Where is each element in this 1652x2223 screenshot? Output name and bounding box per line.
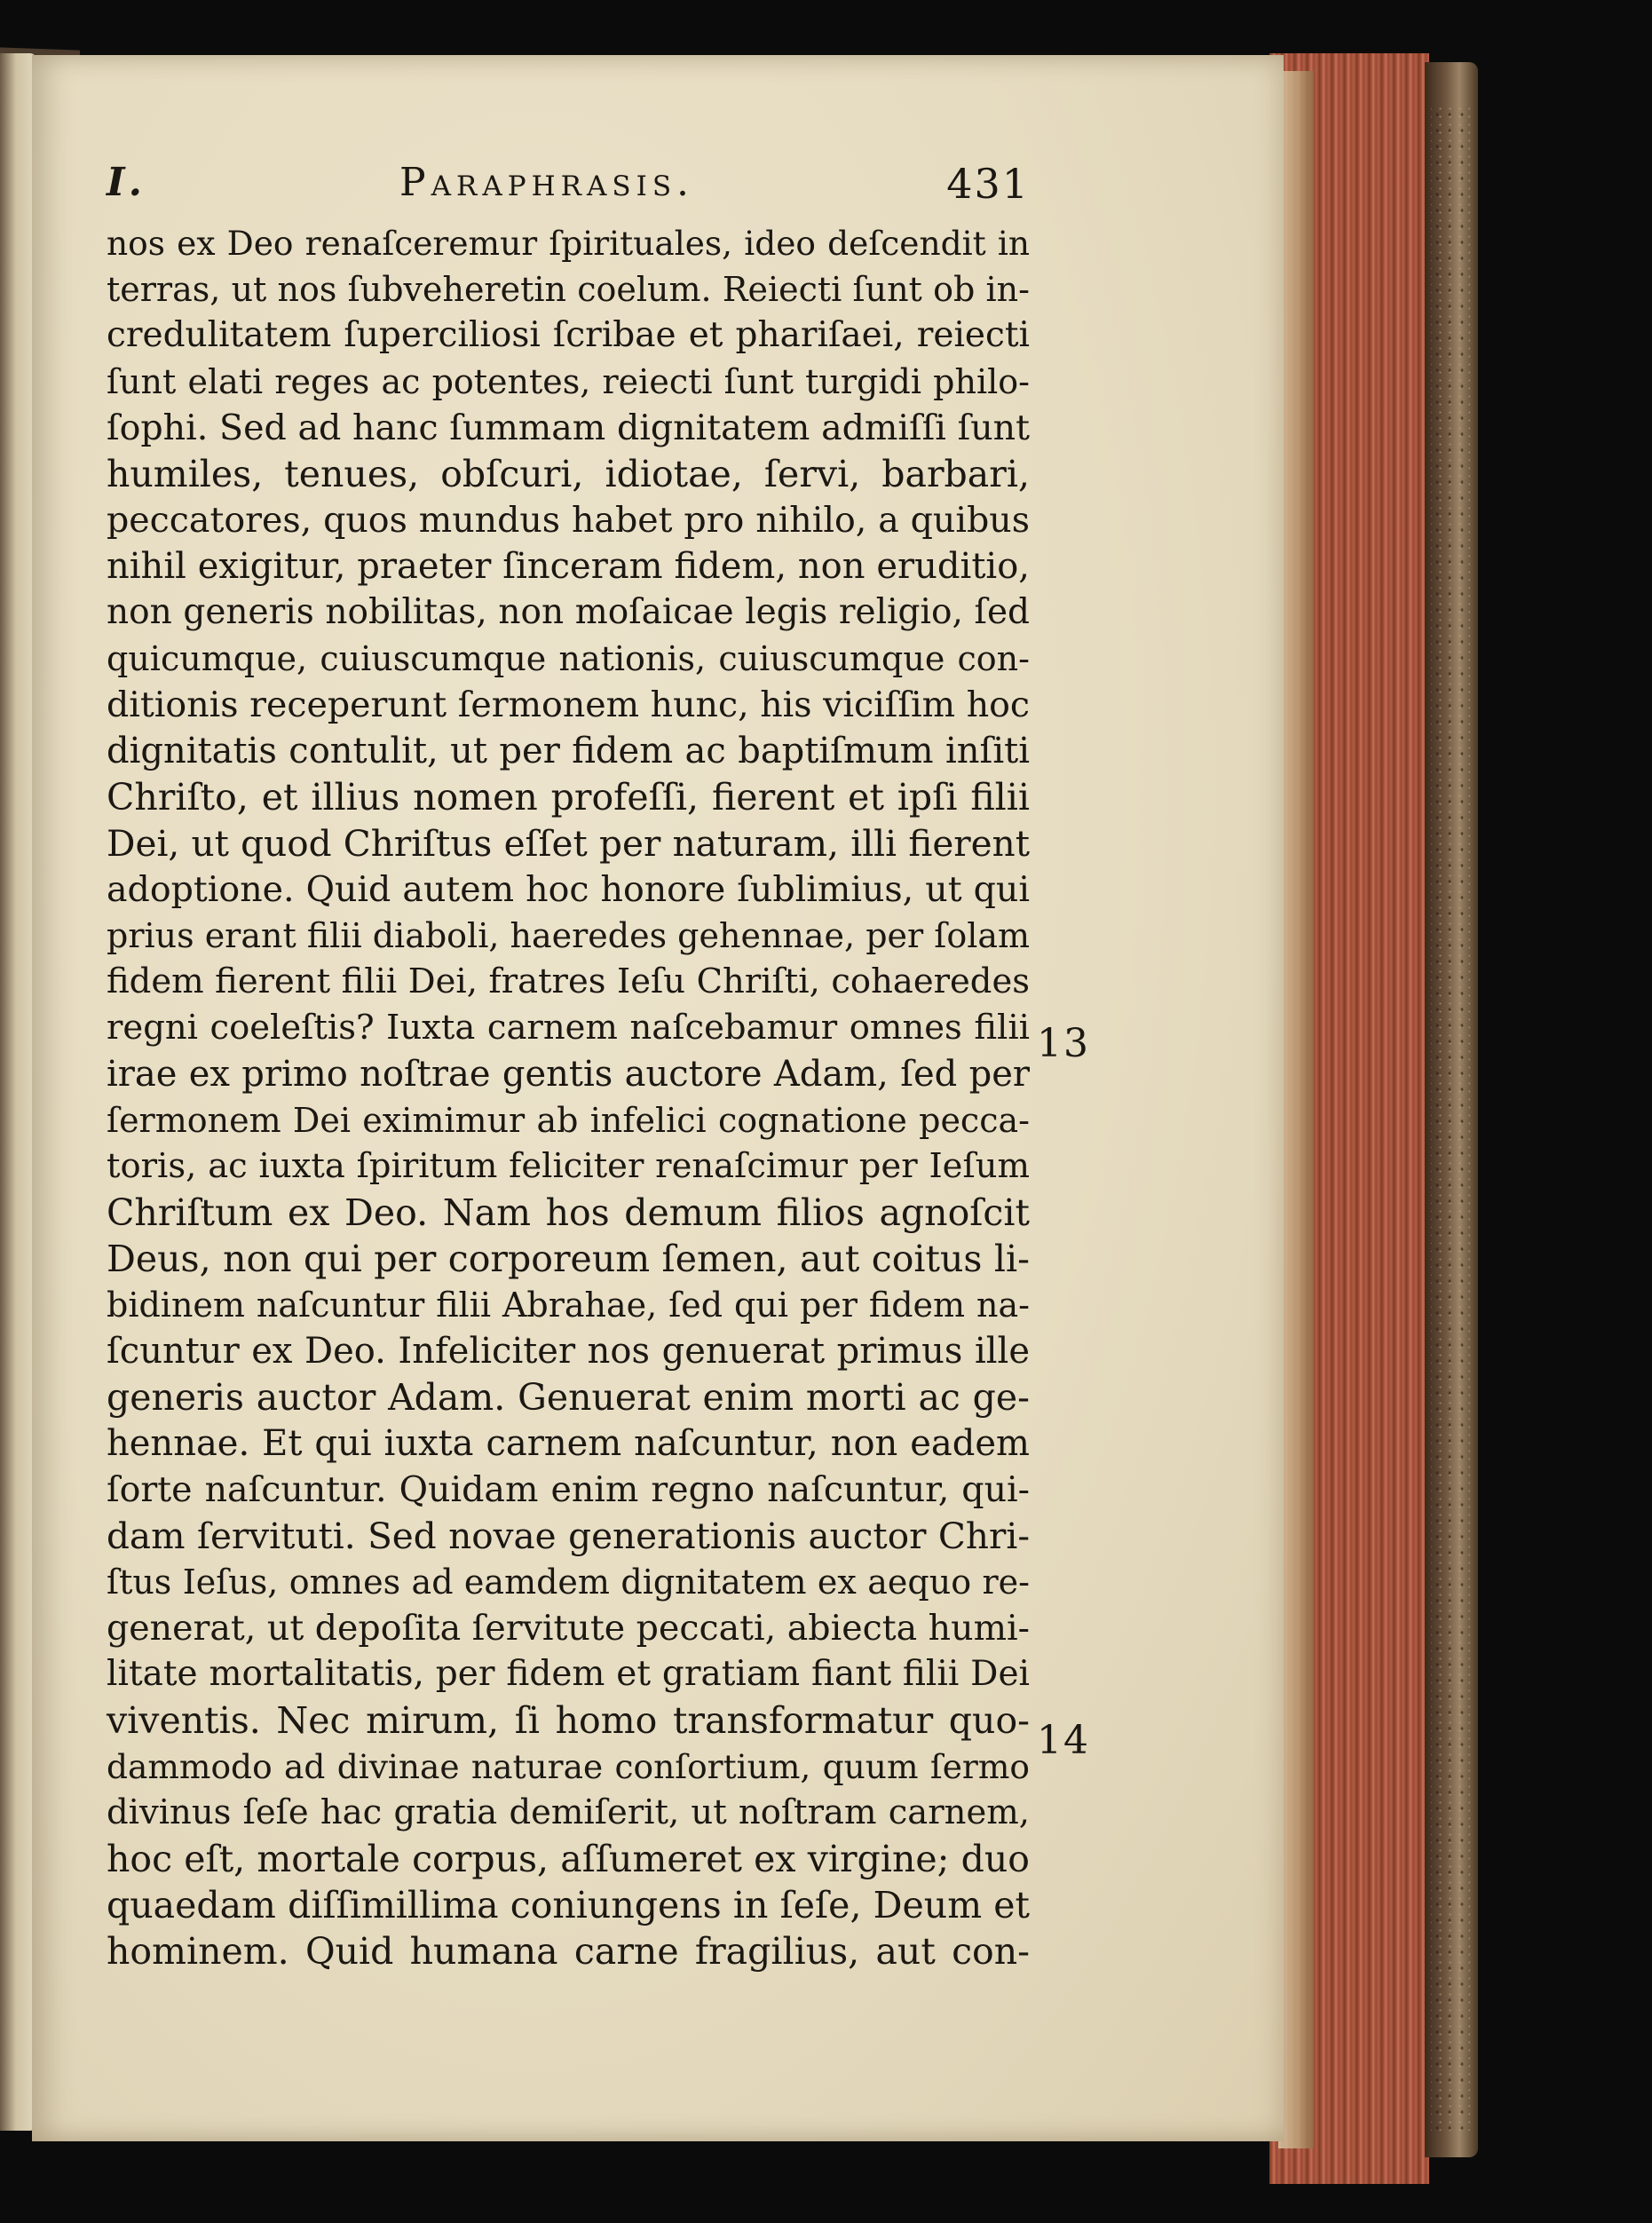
text-line: ſophi. Sed ad hanc ſummam dignitatem admiſſi ſunt <box>107 407 1030 448</box>
text-line: bidinem naſcuntur filii Abrahae, ſed qui per fidem na- <box>107 1286 1030 1325</box>
text-line: credulitatem ſuperciliosi ſcribae et phariſaei, reiecti <box>107 315 1030 355</box>
text-line: hominem. Quid humana carne fragilius, aut con- <box>107 1930 1030 1973</box>
text-line: fidem fierent filii Dei, fratres Ieſu Chriſti, cohaeredes <box>107 961 1030 1001</box>
text-line: dammodo ad divinae naturae conſortium, quum ſermo <box>107 1747 1030 1786</box>
text-line: litate mortalitatis, per fidem et gratiam fiant filii Dei <box>107 1654 1030 1694</box>
text-line: ditionis receperunt ſermonem hunc, his viciſſim hoc <box>107 684 1031 725</box>
text-line: quaedam diſſimillima coniungens in ſeſe, Deum et <box>107 1884 1030 1926</box>
running-head <box>107 151 1030 213</box>
text-line: terras, ut nos ſubveheretin coelum. Reiecti ſunt ob in- <box>107 270 1030 309</box>
text-line: nos ex Deo renaſceremur ſpirituales, ideo deſcendit in <box>107 224 1030 263</box>
text-line: ſcuntur ex Deo. Infeliciter nos genuerat primus ille <box>107 1331 1030 1372</box>
text-line: Dei, ut quod Chriſtus eſſet per naturam, illi fierent <box>107 822 1030 865</box>
page-number: 431 <box>946 160 1030 208</box>
text-line: irae ex primo noſtrae gentis auctore Adam, ſed per <box>107 1054 1030 1095</box>
text-line: adoptione. Quid autem hoc honore ſublimius, ut qui <box>107 869 1030 910</box>
text-line: Deus, non qui per corporeum ſemen, aut coitus li- <box>107 1238 1030 1280</box>
text-line: prius erant filii diaboli, haeredes gehennae, per ſolam <box>107 916 1031 955</box>
text-line: quicumque, cuiuscumque nationis, cuiuscumque con- <box>107 639 1030 678</box>
text-line: Chriſtum ex Deo. Nam hos demum filios agnoſcit <box>107 1191 1030 1234</box>
text-line: peccatores, quos mundus habet pro nihilo, a quibus <box>107 500 1030 541</box>
cover-speckle-texture <box>1431 107 1470 2131</box>
text-line: hennae. Et qui iuxta carnem naſcuntur, non eadem <box>107 1423 1030 1464</box>
chapter-marker: I. <box>107 160 146 205</box>
previous-page-edge <box>0 53 36 2131</box>
page-fore-edge <box>1278 71 1314 2148</box>
text-line: viventis. Nec mirum, ſi homo transformatur quo- <box>107 1699 1030 1742</box>
text-line: ſermonem Dei eximimur ab infelici cognatione pecca- <box>107 1101 1030 1140</box>
text-line: ſtus Ieſus, omnes ad eamdem dignitatem ex aequo re- <box>107 1562 1030 1602</box>
text-line: divinus ſeſe hac gratia demiſerit, ut noſtram carnem, <box>107 1792 1030 1832</box>
text-line: generat, ut depoſita ſervitute peccati, abiecta humi- <box>107 1608 1030 1649</box>
text-line: hoc eſt, mortale corpus, aſſumeret ex virgine; duo <box>107 1838 1030 1880</box>
running-title: Paraphrasis. <box>399 160 695 205</box>
text-line: non generis nobilitas, non moſaicae legis religio, ſed <box>107 592 1030 632</box>
text-line: humiles, tenues, obſcuri, idiotae, ſervi, barbari, <box>107 453 1030 495</box>
text-line: nihil exigitur, praeter ſinceram fidem, non eruditio, <box>107 546 1030 587</box>
verse-number-13: 13 <box>1037 1021 1090 1066</box>
text-line: Chriſto, et illius nomen profeſſi, fierent et ipſi filii <box>107 776 1030 819</box>
text-line: ſorte naſcuntur. Quidam enim regno naſcuntur, qui- <box>107 1469 1030 1510</box>
text-line: regni coeleſtis? Iuxta carnem naſcebamur omnes filii <box>107 1008 1030 1048</box>
verse-number-14: 14 <box>1037 1718 1090 1763</box>
text-line: dam ſervituti. Sed novae generationis auctor Chri- <box>107 1515 1030 1557</box>
text-line: dignitatis contulit, ut per fidem ac baptiſmum inſiti <box>107 731 1030 771</box>
body-text <box>107 220 1030 1974</box>
text-line: ſunt elati reges ac potentes, reiecti ſunt turgidi philo- <box>107 362 1030 401</box>
text-line: toris, ac iuxta ſpiritum feliciter renaſcimur per Ieſum <box>107 1146 1030 1186</box>
text-line: generis auctor Adam. Genuerat enim morti ac ge- <box>107 1376 1030 1419</box>
page-text-block <box>107 151 1030 1974</box>
